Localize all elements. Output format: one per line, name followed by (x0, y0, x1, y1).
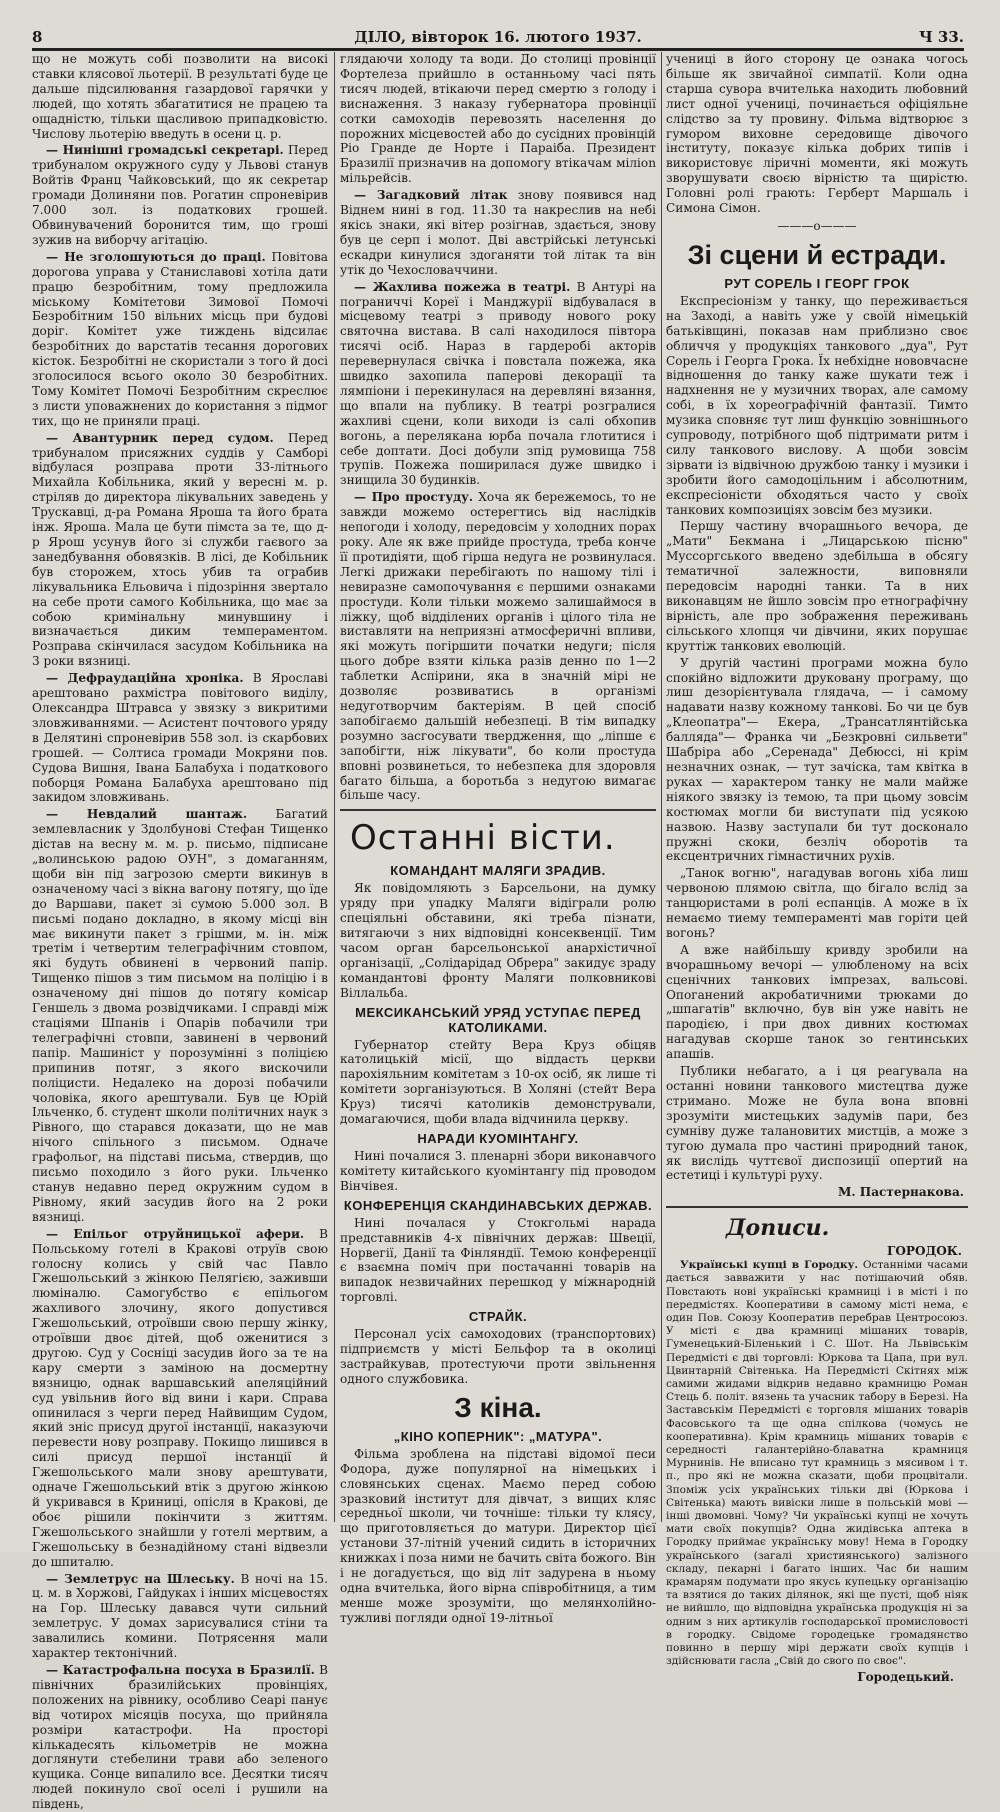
headline: СТРАЙК. (468, 1309, 528, 1325)
paragraph: Нині почалася у Стокгольмі нарада представників 4-х північних держав: Швеції, Норвегії, Данії та Фінляндії. Темою конференції є взаємна поміч при постачанні товарів на випадок незвичайних перешкод у міжнародній торговлі. (340, 1215, 656, 1305)
news-item-text: Багатий землевласник у Здолбунові Стефан Тищенко дістав на весну м. м. р. письмо, підписане „волинською радою ОУН", з домаганням, щоби він під загрозою смерти викинув в означеному часі з вікна вагону потягу, що їде до Варшави, пакет зі сумою 5.000 зол. В письмі подано докладно, в якому місці він має викинути пакет з грішми, м. ін. між третім і четвертим телеграфічним стовпом, які будуть обвинені в червоний папір. Тищенко пішов з тим письмом на поліцію і в означеному дні пішов до потягу комісар Геншель з двома розвідчиками. І справді між стаціями Шпанів і Опарів побачили три телеграфічні стовпи, завинені в червоний папір. Машиніст у порозумінні з поліцією припинив потяг, з якого вискочили поліцисти. Недалеко на дорозі побачили чоловіка, якого арештували. Був це Юрій Ільченко, б. студент школи політичних наук з Рівного, що старався доказати, що не мав нічого спільного з письмом. Одначе графольог, на підставі письма, ствердив, що письмо походило з його руки. Ільченко станув недавно перед окружним судом в Рівному, який засудив його на 2 роки вязниці. (32, 807, 329, 1224)
news-item-text: В Антурі на пограниччі Кореї і Манджурії відбувалася в місцевому театрі з приводу нового року святочна вистава. В салі находилося півтора тисячі осіб. Нараз в гардеробі акторів перевернулася свічка і повстала пожежа, яка швидко захопила паперові декорації та лямпіони і перекинулася на деревляні вязання, що впали на публику. В театрі розгралися жахливі сцени, коли виходи із салі обхопив вогонь, а переляканa юрба почала глотитися і себе доптати. Досі добули зпід румовища 758 трупів. Пожежа поширилася дуже швидко і знищила 30 будинків. (340, 279, 656, 488)
news-item-text: Перед трибуналом присяжних суддів у Самборі відбулася розправа проти 33-літнього Михайла Кобільника, який у вересні м. р. стріляв до директора лікувальних заведень у Трускавці, д-ра Романа Ярoша та його брата інж. Яроша. Мала це бути пімста за те, що д-р Ярош усунув його зі служби гаєвого за занедбування обовязків. В лісі, де Кобільник був сторожем, хтось убив та ограбив лікувальника Ельовича і підозріння звертало на себе проти самого Кобільника, що має за собою кримінальну минувшину і визначається диким темпераментом. Розправа скінчилася засудом Кобільника на 3 роки вязниці. (32, 430, 328, 669)
column-2 (340, 52, 656, 1625)
column-divider (334, 52, 335, 1522)
news-item (340, 188, 656, 277)
column-1 (32, 52, 329, 1812)
news-item (32, 1663, 328, 1812)
news-item-title: Українські купці в Городку. (680, 1259, 859, 1272)
news-item-text: В північних бразилійських провінціях, положених на рівнику, особливо Сеарі панує від чотирох місяців посуха, що прийняла розміри катастрофи. На просторі кількадесять кільометрів не можна доглянути стебелини трави або зеленого кущика. Сонце випалило все. Десятки тисяч людей покинуло свої оселі і рушили на південь, (32, 1662, 328, 1812)
news-item-text: В ночі на 15. ц. м. в Хоржові, Гайдуках і інших місцевостях на Гор. Шлеську давався чути сильний землетрус. У домах зарисувалися стіни та завалились комини. Потрясення мали характер тектонічний. (32, 1571, 328, 1661)
news-item-title: — Невдалий шантаж. (46, 807, 248, 822)
news-item-title: — Не зголошуються до праці. (46, 249, 266, 264)
news-item-text: Останніми часами дається завважити у нас потішаючий обяв. Повстають нові українські крамниці і в місті і по передмістях. Кооперативи в самому місті нема, є один Пов. Союзу Кооператив перебрав Центросоюз. У місті є два крамниці мішаних товарів, Гуменецький-Біленький і С. Шот. На Львівськім Передмісті є дві торговлі: Юркова та Цапа, при вул. Цвинтарній Світенька. На Передмісті Скітнях між самими жидами відкрив недавно крамницю Роман Стець б. політ. вязень та учасник табору в Березі. На Заставськім Передмісті є торговля мішаних товарів Фасовського та ще одна спілкова (чомусь не кооперативна). Крім крамниць мішаних товарів є середності галантерійно-блаватна крамниця Мурнинів. Не вписано тут крамниць з мясивом і т. п., про які не можна сказати, щоби процвітали. Зпоміж усіх українських тільки дві (Юркова і Світенька) мають вивіски лише в польській мові — інші двомовні. Чому? Чи українські купці не хочуть мати своїх покупців? Одна жидівська аптека в Городку приймає українську мову! Нема в Городку українського (загалі християнського) залізного складу, пекарні і багато інших. Час би нашим крамарям подумати про якусь купецьку організацію та взятися до таких ділянок, які ще пусті, щоб ніяк не вийшло, що відповідна українська продукція ні за одним з них артикулів господарської промисловості в городку. Свідоме городецьке громадянство повинно в першу мірі держати своїх купців і здійснювати гасла „Свій до свого по своє". (666, 1259, 969, 1668)
paragraph: „Танок вогню", нагадував вогонь хіба лиш червоною плямою світла, що бігало вслід за танцюристами в ролі еспанців. А може в їх немаємо тиему темпераменті мав горіти цей вогонь? (666, 866, 968, 940)
paragraph: У другій частині програми можна було спокійно відложити друковану програму, що лиш дезорієнтувала глядача, — і самому надавати назву кожному танкові. Бо чи це був „Клеопатра"— Екера, „Трансатлянтійська балляда"— Франка чи „Безкровні сильвети" Шабріра або „Серенада" Дебюссі, ні крім незначних ознак, — тут зачіска, там квітка в руках — характером танку не мали майже ніякого звязку із темою, та при цьому зовсім костюмах могли би виступати під усякою назвою. Назву заступали би тут досконало пружні скоки, безліч оборотів та ексцентричних гімнастичних рухів. (666, 655, 968, 864)
headline: НАРАДИ КУОМІНТАНГУ. (417, 1131, 579, 1146)
news-item-title: — Нинішні громадські секретарі. (46, 143, 284, 158)
section-title-stage: Зі сцени й естради. (687, 239, 947, 270)
paragraph: Нині почалися 3. пленарні збори виконавчого комітету китайського куомінтангу під проводом Вінчівея. (340, 1149, 656, 1193)
section-rule (666, 1206, 968, 1208)
paragraph: Експресіонізм у танку, що переживається на Заході, а навіть уже у своїй німецькій батьківщині, показав нам приблизно своє обличчя у продукціях танкового „дуа", Рут Сорель і Георга Грока. Їх небхідне нововчасне відношення до танку каже шукати теж і надхнення не у музичних творах, але самому собі, в їх хореографічній фантазії. Тимто музика сповняє тут лиш функцію зовнішнього супроводу, потрібного щоб підтримати ритм і силу танкового вислову. А щоби зовсім зірвати із відвічною дружбою танку і музики і зробити його самодоцільним і абсолютним, експресіоністи обходяться часто у своїх танкових композиціях зовсім без музики. (666, 293, 968, 517)
column-divider (661, 52, 662, 1522)
paragraph: учениці в його сторону це ознака чогось більше як звичайної симпатії. Коли одна старша сувора вчителька находить любовний лист одної учениці, починається офіціяльне слідство за ту провину. Фільма відтворює з гумором виховне середовище дівочого інституту, показує кілька добрих типів і використовує ліричні моменти, які можуть зворушувати своєю вірністю та щирістю. Головні ролі грають: Герберт Маршаль і Симона Сімон. (666, 52, 968, 216)
news-item (32, 431, 328, 670)
news-item (666, 1259, 968, 1668)
page-number: 8 (32, 28, 43, 46)
news-item (32, 671, 328, 805)
headline: КОМАНДАНТ МАЛЯГИ ЗРАДИВ. (390, 863, 606, 879)
paragraph: глядаючи холоду та води. До столиці провінції Фортелеза прийшло в останньому часі пять тисяч людей, втікаючи перед смертю з голоду і виснаження. З наказу губернатора провінції сотки самоходів перевозять населення до порожних місцевостей або до сусідних провінцій Ріо Гранде де Норте і Параіба. Президент Бразилії призначив на допомогу втікачам мілion мільрейсів. (340, 52, 656, 186)
paragraph: Як повідомляють з Барсельони, на думку уряду при упадку Маляги відіграли ролю спеціяльні обставини, які треба пізнати, витягаючи з них відповідні консеквенції. Тим часом орган барсельонської анархістичної організації, „Солідарідад Обрера" закидує зраду командантові фронту Маляги полковникові Віллальба. (340, 881, 656, 1000)
headline: МЕКСИКАНСЬКИЙ УРЯД УСТУПАЄ ПЕРЕД КАТОЛИКАМИ. (355, 1004, 641, 1035)
author-signature: М. Пастернакова. (837, 1185, 964, 1200)
news-item-title: — Катастрофальна посуха в Бразилії. (46, 1662, 315, 1677)
section-rule (340, 809, 656, 811)
issue-number: Ч 33. (918, 28, 964, 46)
section-title-cinema: З кіна. (454, 1391, 542, 1423)
paragraph: Публики небагато, а і ця реагувала на останні новини танкового мистецтва дуже стримано. Може не була вона вповні зрозуміти мистецьких задумів пари, без сумніву дуже талановитих мистців, а може з тугою думала про частині природний танок, як вислідь чуттєвої диспозиції опертий на естетиці і культурі руху. (666, 1064, 968, 1183)
separator: ———о——— (777, 218, 857, 233)
news-item (340, 490, 656, 803)
section-title-latest-news: Останні вісти. (350, 818, 616, 859)
paragraph: А вже найбільшу кривду зробили на вчорашньому вечорі — улюбленому на всіх сценічних танкових імпрезах, вальсові. Опоганений акробатичними трюками до „шпагатів" включно, був він уже навіть не пародією, і при двох дивних костюмах нагадував скорше танок зо гентинських апашів. (666, 942, 968, 1062)
news-item (32, 807, 328, 1224)
news-item (32, 250, 328, 429)
column-3 (666, 52, 969, 1685)
paragraph: що не можуть собі позволити на високі ставки клясової льотерії. В результаті буде це дальше підсилювання газардової гарячки у людей, що хотять збагатитися не працею та ощадністю, тільки щасливою припадковістю. Числову льотерію введуть в осени ц. р. (32, 52, 328, 141)
news-item-text: Повітова дорогова управа у Станиславові хотіла дати працю безробітним, тому предложила міському Комітетови Зимової Помочі Безробітним 150 вільних місць при будові доріг. Комітет уже тиждень відсилає безробітних до варстатів тесання дорогових кісток. Безробітні не скористали з того й досі зголосилося всього около 30 безробітних. Тому Комітет Помочі Безробітним скреслює з листи уповажнених до користання з підмог тих, що не приняли праці. (32, 249, 328, 428)
paragraph: Губернатор стейту Вера Круз обіцяв католицькій місії, що віддасть церкви парохіяльним комітетам з 10-ох осіб, як лише ті комітети зорганізуються. В Холяні (стейт Вера Круз) тисячі католиків демонстрували, домагаючися, щоби влада відчинила церкву. (340, 1037, 656, 1127)
news-item-text: В Польському готелі в Кракові отруїв свою голосну колись у свій час Павло Гжешольський з жінкою Пелягією, заживши люміналю. Самогубство є епільогом жахливого злочину, якого допустився Гжешольський, отроївши свою першу жінку, отроївши двоє дітей, щоб оженитися з другою. Суд у Сосніці засудив його за те на кару смерти з заміною на досмертну вязницю, однак варшавський апеляційний суд увільнив його від вини і кари. Справа опинилася з черги перед Найвищим Судом, який зніс присуд другої інстанції, наказуючи перевести нову розправу. Покищо лишився в силі присуд першої інстанції й Гжешольського мали знову арештувати, одначе Гжешольський втік з другою жінкою й укривався в Криниці, опісля в Кракові, де обоє рішили покінчити з життям. Гжешольського знайшли у готелі мертвим, а Гжешольську в безнадійному стані відвезли до шпиталю. (32, 1226, 328, 1569)
section-title-letters: Дописи. (726, 1215, 830, 1242)
headline: РУТ СОРЕЛЬ І ГЕОРГ ГРОК (724, 275, 910, 291)
news-item (340, 280, 656, 489)
news-item-title: — Жахлива пожежа в театрі. (354, 279, 571, 294)
news-item-text: Хоча як бережемось, то не завжди можемо остерегтись від наслідків непогоди і холоду, передовсім у холодних порах року. Але як вже прийде простуда, треба конче її протидіяти, щоб гірша недуга не розвинулася. Легкі дрижаки перебігають по нашому тілі і невиразне самопочування є першими ознаками простуди. Коли тільки можемо залишаймося в ліжку, щоб відділених органів і цілого тіла не виставляти на неприязні атмосферичні впливи, які можуть погіршити початки недуги; після цього добре взяти кілька разів денно по 1—2 таблетки Аспірини, яка в значній мірі не дозволяє розвиватись в організмі недуготворчим бактеріям. В цей спосіб запобігаємо дальшій небезпеці. В тім випадку розумно засгосувати твердження, що „ліпше є запобігти, ніж лікувати", бо коли простуда вповні розвинеться, то небезпека для здоровля багато більша, а боротьба з недугою вимагає більше часу. (340, 490, 656, 803)
masthead-rule (32, 48, 964, 51)
news-item-text: В Ярославі арештовано рахмістра повітового виділу, Олександра Штравса у звязку з викритими зловживаннями. — Асистент почтового уряду в Делятині спроневірив 558 зол. із скарбових грошей. — Солтиса громади Мокряни пов. Судова Вишня, Івана Балабуха і податкового поборця Романа Балабуха арештовано під закидом зловживань. (32, 671, 328, 805)
paragraph: Фільма зроблена на підставі відомої песи Фодора, дуже популярної на німецьких і словянських сценах. Маємо перед собою зразковий інститут для дівчат, з вищих кляс середньої школи, чи точніше: тільки ту клясу, що приготовляється до матури. Директор цієї установи 37-літній учений сидить в історичних книжках і поза ними не бачить світа божого. Він і не догадується, що від літ задурена в ньому одна вчителька, його вірна співробітниця, а тим менше може зрозуміти, що мелянхолійно-тужливі погляди одної 19-літньої (340, 1446, 656, 1625)
news-item-text: Перед трибуналом окружного суду у Львові станув Войтів Франц Чайковський, що як секретар громади Долиняни пов. Рогатин спроневірив 7.000 зол. із податкових грошей. Обвинувачений боронится тим, що гроші зужив на виборчу агітацію. (32, 143, 328, 247)
news-item-title: — Авантурник перед судом. (46, 430, 274, 445)
masthead (32, 28, 964, 50)
headline: КОНФЕРЕНЦІЯ СКАНДИНАВСЬКИХ ДЕРЖАВ. (343, 1197, 653, 1213)
paragraph: Персонал усіх самоходових (транспортових) підприємств у місті Бельфор та в околиці застрайкував, протестуючи проти звільнення одного службовика. (340, 1327, 656, 1386)
news-item-title: — Дефраудаційна хроніка. (46, 671, 244, 686)
news-item-text: знову появився над Віднем нині в год. 11.30 та накреслив на небі якісь знаки, які вітер розігнав, здається, знову був це серп і молот. Дві австрійські летунські ескадри кинулися здоганяти той літак та він утік до Чехословаччини. (340, 188, 656, 277)
news-item-title: — Землетрус на Шлеську. (46, 1571, 235, 1586)
news-item-title: — Загадковий літак (354, 188, 508, 203)
paragraph: Першу частину вчорашнього вечора, де „Мати" Бекмана і „Лицарською пісню" Муссоргського введено здебільша в обсягу тематичної залежности, виповняли передовсім народні танки. Та в них виконавцям не йшло зовсім про етнографічну вірність, але про зображення переживань сільського хлопця чи дівчини, яких порушає круттіж танкових еволюцій. (666, 519, 968, 653)
news-item-title: — Про простуду. (354, 490, 474, 505)
masthead-title: ДІЛО, вівторок 16. лютого 1937. (354, 28, 642, 46)
news-item (32, 143, 328, 247)
news-item-title: — Епільог отруйницької афери. (46, 1226, 305, 1241)
author-signature: Городецький. (857, 1670, 954, 1685)
news-item (32, 1572, 328, 1661)
news-item (32, 1227, 328, 1570)
headline: „КІНО КОПЕРНИК": „МАТУРА". (393, 1428, 603, 1444)
dateline: ГОРОДОК. (886, 1244, 962, 1259)
